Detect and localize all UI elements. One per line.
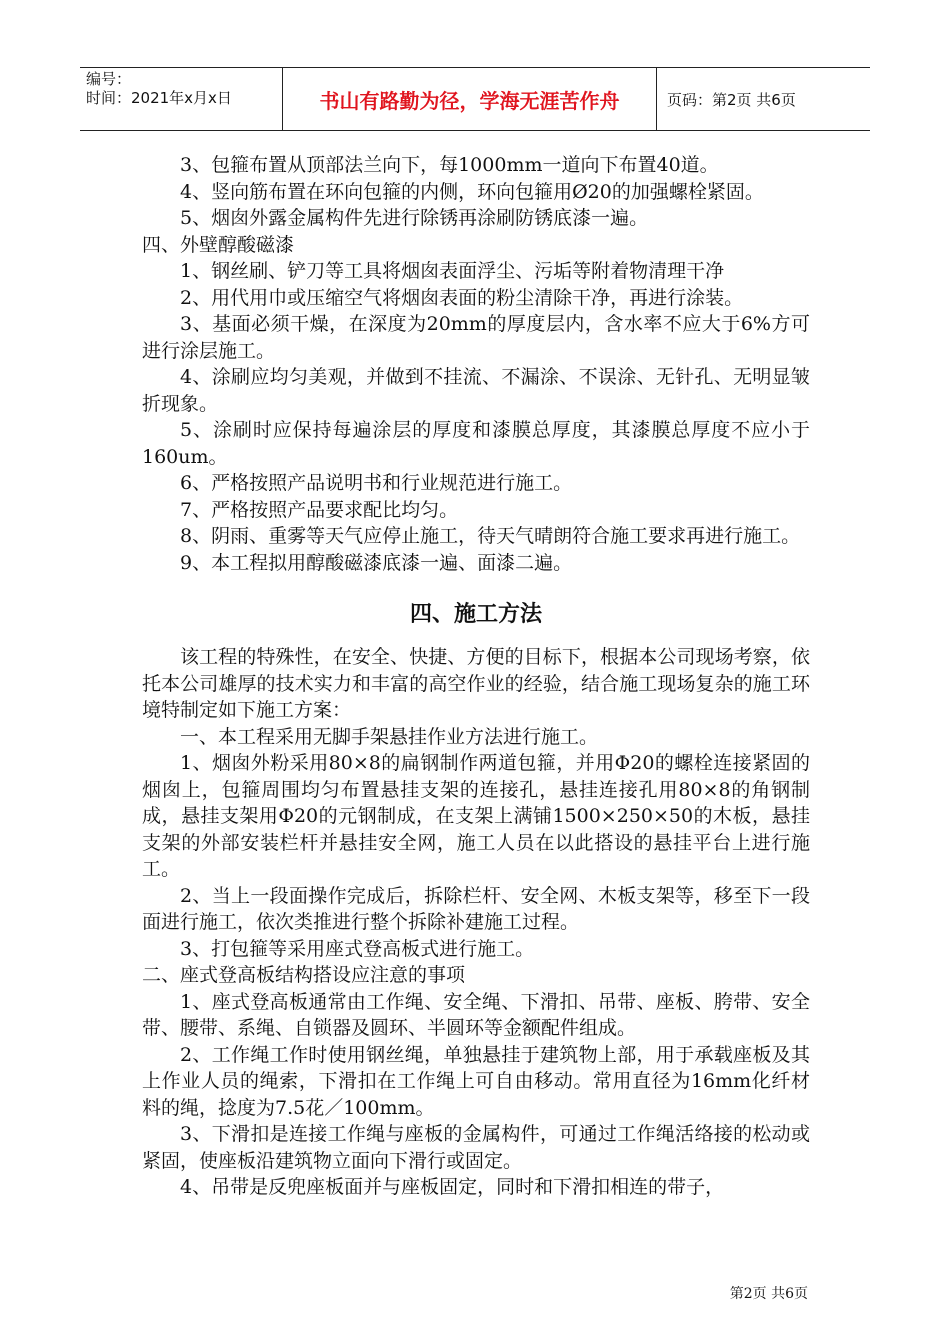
paragraph: 1、钢丝刷、铲刀等工具将烟囱表面浮尘、污垢等附着物清理干净 [180, 260, 725, 282]
header-motto: 书山有路勤为径，学海无涯苦作舟 [283, 68, 657, 130]
header-meta [80, 68, 283, 130]
document-body [142, 152, 810, 1201]
paragraph: 该工程的特殊性，在安全、快捷、方便的目标下，根据本公司现场考察，依托本公司雄厚的技术实力和丰富的高空作业的经验，结合施工现场复杂的施工环境特制定如下施工方案： [142, 646, 810, 721]
paragraph: 4、吊带是反兜座板面并与座板固定，同时和下滑扣相连的带子， [180, 1176, 725, 1198]
paragraph: 8、阴雨、重雾等天气应停止施工，待天气晴朗符合施工要求再进行施工。 [180, 525, 801, 547]
section-title: 四、施工方法 [409, 602, 542, 627]
page-header [80, 67, 870, 131]
subsection-heading: 二、座式登高板结构搭设应注意的事项 [142, 964, 466, 986]
paragraph: 2、用代用巾或压缩空气将烟囱表面的粉尘清除干净，再进行涂装。 [180, 286, 744, 309]
paragraph: 一、本工程采用无脚手架悬挂作业方法进行施工。 [180, 725, 599, 748]
paragraph: 1、烟囱外粉采用80×8的扁钢制作两道包箍，并用Φ20的螺栓连接紧固的烟囱上，包箍周围均匀布置悬挂支架的连接孔，悬挂连接孔用80×8的角钢制成，悬挂支架用Φ20的元钢制成，在支架上满铺1500×250×50的木板，悬挂支架的外部安装栏杆并悬挂安全网，施工人员在以此搭设的悬挂平台上进行施工。 [142, 752, 810, 880]
subsection-heading: 四、外壁醇酸磁漆 [142, 233, 295, 256]
paragraph: 3、打包箍等采用座式登高板式进行施工。 [180, 937, 535, 960]
header-page-label: 页码：第2页 共6页 [667, 90, 796, 109]
paragraph: 9、本工程拟用醇酸磁漆底漆一遍、面漆二遍。 [180, 551, 573, 574]
page-footer: 第2页 共6页 [729, 1286, 808, 1302]
paragraph: 7、严格按照产品要求配比均匀。 [180, 498, 459, 521]
paragraph: 3、基面必须干燥，在深度为20mm的厚度层内，含水率不应大于6%方可进行涂层施工。 [142, 313, 810, 362]
paragraph: 1、座式登高板通常由工作绳、安全绳、下滑扣、吊带、座板、胯带、安全带、腰带、系绳、自锁器及圆环、半圆环等金额配件组成。 [142, 990, 810, 1039]
paragraph: 2、当上一段面操作完成后，拆除栏杆、安全网、木板支架等，移至下一段面进行施工，依次类推进行整个拆除补建施工过程。 [142, 884, 810, 933]
paragraph: 4、涂刷应均匀美观，并做到不挂流、不漏涂、不误涂、无针孔、无明显皱折现象。 [142, 366, 810, 415]
paragraph: 6、严格按照产品说明书和行业规范进行施工。 [180, 472, 573, 494]
date-label: 时间：2021年x月x日 [86, 89, 232, 107]
paragraph: 4、竖向筋布置在环向包箍的内侧，环向包箍用Ø20的加强螺栓紧固。 [180, 180, 764, 203]
paragraph: 3、包箍布置从顶部法兰向下，每1000mm一道向下布置40道。 [180, 154, 719, 176]
paragraph: 2、工作绳工作时使用钢丝绳，单独悬挂于建筑物上部，用于承载座板及其上作业人员的绳索，下滑扣在工作绳上可自由移动。常用直径为16mm化纤材料的绳，捻度为7.5花／100mm。 [142, 1043, 810, 1119]
number-label: 编号： [86, 70, 132, 88]
paragraph: 5、烟囱外露金属构件先进行除锈再涂刷防锈底漆一遍。 [180, 207, 649, 229]
paragraph: 5、涂刷时应保持每遍涂层的厚度和漆膜总厚度，其漆膜总厚度不应小于160um。 [142, 419, 810, 468]
paragraph: 3、下滑扣是连接工作绳与座板的金属构件，可通过工作绳活络接的松动或紧固，使座板沿建筑物立面向下滑行或固定。 [142, 1123, 810, 1172]
